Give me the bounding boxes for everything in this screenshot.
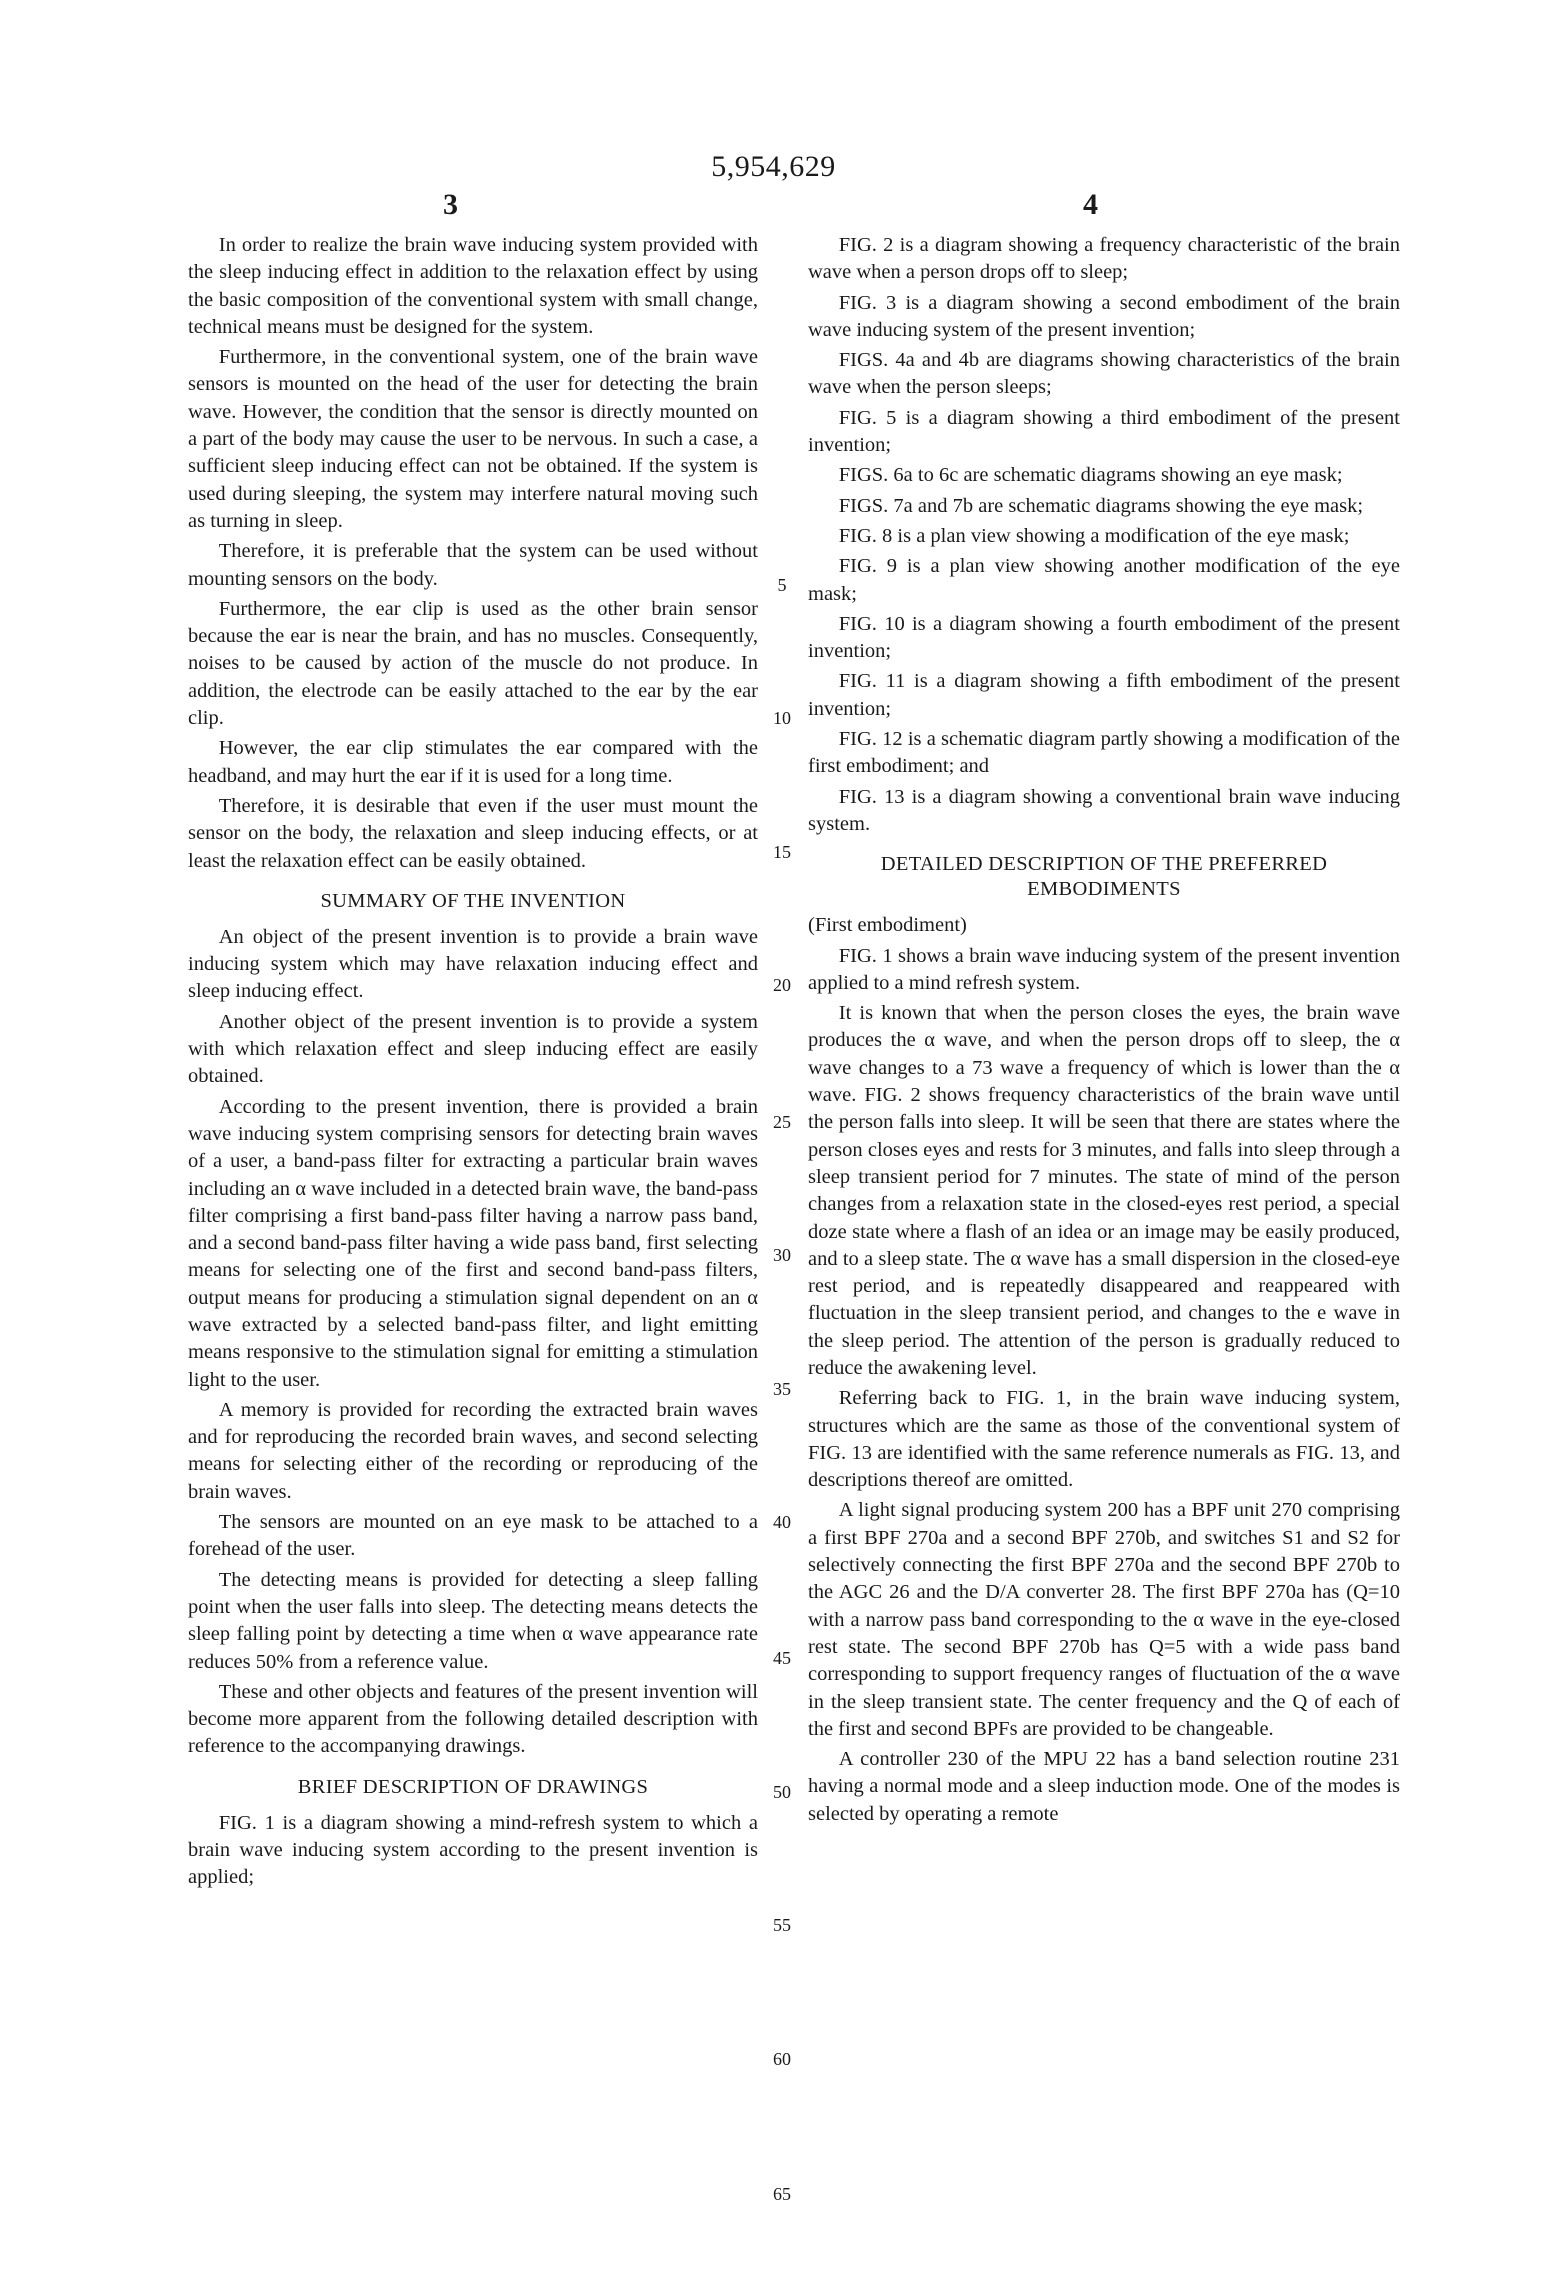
line-number: 5 xyxy=(777,575,787,595)
paragraph: A memory is provided for recording the extracted brain waves and for reproducing the recorded brain waves, and second selecting means for selecting either of the recording or reproducing of the brain waves. xyxy=(188,1398,758,1503)
paragraph: FIG. 13 is a diagram showing a conventional brain wave inducing system. xyxy=(808,785,1400,835)
paragraph: Another object of the present invention is to provide a system with which relaxation effect and sleep inducing effect are easily obtained. xyxy=(188,1010,758,1088)
paragraph: FIG. 3 is a diagram showing a second embodiment of the brain wave inducing system of the present invention; xyxy=(808,291,1400,341)
paragraph: Referring back to FIG. 1, in the brain wave inducing system, structures which are the same as those of the conventional system of FIG. 13 are identified with the same reference numerals as FIG. 13, and descriptions thereof are omitted. xyxy=(808,1387,1400,1492)
paragraph: FIGS. 7a and 7b are schematic diagrams showing the eye mask; xyxy=(838,494,1364,517)
line-number: 45 xyxy=(773,1648,791,1668)
line-number: 10 xyxy=(773,708,791,728)
section-heading: BRIEF DESCRIPTION OF DRAWINGS xyxy=(297,1775,649,1798)
line-number: 15 xyxy=(773,842,791,862)
paragraph: The sensors are mounted on an eye mask to be attached to a forehead of the user. xyxy=(188,1511,758,1561)
paragraph: FIGS. 4a and 4b are diagrams showing characteristics of the brain wave when the person sleeps; xyxy=(808,349,1400,399)
paragraph: FIG. 11 is a diagram showing a fifth embodiment of the present invention; xyxy=(808,670,1400,720)
line-number: 65 xyxy=(773,2184,791,2204)
paragraph: FIG. 1 is a diagram showing a mind-refresh system to which a brain wave inducing system according to the present invention is applied; xyxy=(188,1811,758,1889)
section-heading: SUMMARY OF THE INVENTION xyxy=(320,889,626,912)
paragraph: FIGS. 6a to 6c are schematic diagrams showing an eye mask; xyxy=(838,464,1343,487)
line-number: 55 xyxy=(773,1915,791,1935)
paragraph: According to the present invention, there is provided a brain wave inducing system comprising sensors for detecting brain waves of a user, a band-pass filter for extracting a particular brain waves including an α wave included in a detected brain wave, the band-pass filter comprising a first band-pass filter having a narrow pass band, and a second band-pass filter having a wide pass band, first selecting means for selecting one of the first and second band-pass filters, output means for producing a stimulation signal dependent on an α wave extracted by a selected band-pass filter, and light emitting means responsive to the stimulation signal for emitting a stimulation light to the user. xyxy=(188,1095,758,1391)
embodiment-label: (First embodiment) xyxy=(808,914,967,937)
page-number-right: 4 xyxy=(1083,188,1098,221)
line-number: 25 xyxy=(773,1112,791,1132)
paragraph: A controller 230 of the MPU 22 has a band selection routine 231 having a normal mode and a sleep induction mode. One of the modes is selected by operating a remote xyxy=(808,1748,1400,1825)
paragraph: FIG. 12 is a schematic diagram partly showing a modification of the first embodiment; and xyxy=(808,728,1400,778)
paragraph: Therefore, it is desirable that even if the user must mount the sensor on the body, the relaxation and sleep inducing effects, or at least the relaxation effect can be easily obtained. xyxy=(188,794,758,872)
page-number-left: 3 xyxy=(443,188,458,221)
left-column xyxy=(188,232,758,1895)
paragraph: FIG. 2 is a diagram showing a frequency characteristic of the brain wave when a person drops off to sleep; xyxy=(808,234,1400,284)
paragraph: FIG. 8 is a plan view showing a modification of the eye mask; xyxy=(838,524,1350,547)
line-number: 35 xyxy=(773,1379,791,1399)
line-number: 50 xyxy=(773,1782,791,1802)
line-number: 40 xyxy=(773,1512,791,1532)
line-number: 30 xyxy=(773,1245,791,1265)
paragraph: FIG. 9 is a plan view showing another modification of the eye mask; xyxy=(808,555,1400,605)
paragraph: However, the ear clip stimulates the ear compared with the headband, and may hurt the ear if it is used for a long time. xyxy=(188,737,758,787)
paragraph: FIG. 10 is a diagram showing a fourth embodiment of the present invention; xyxy=(808,612,1400,663)
paragraph: FIG. 1 shows a brain wave inducing system of the present invention applied to a mind refresh system. xyxy=(808,944,1400,994)
paragraph: Therefore, it is preferable that the system can be used without mounting sensors on the body. xyxy=(188,540,758,590)
paragraph: An object of the present invention is to provide a brain wave inducing system which may have relaxation inducing effect and sleep inducing effect. xyxy=(188,925,758,1003)
paragraph: In order to realize the brain wave inducing system provided with the sleep inducing effect in addition to the relaxation effect by using the basic composition of the conventional system with small change, technical means must be designed for the system. xyxy=(188,234,758,338)
section-heading: DETAILED DESCRIPTION OF THE PREFERRED EMBODIMENTS xyxy=(880,853,1328,901)
line-number: 20 xyxy=(773,975,791,995)
line-number: 60 xyxy=(773,2049,791,2069)
paragraph: The detecting means is provided for detecting a sleep falling point when the user falls into sleep. The detecting means detects the sleep falling point by detecting a time when α wave appearance rate reduces 50% from a reference value. xyxy=(188,1568,758,1673)
patent-number: 5,954,629 xyxy=(711,150,836,183)
right-column xyxy=(808,232,1400,1831)
paragraph: It is known that when the person closes the eyes, the brain wave produces the α wave, and when the person drops off to sleep, the α wave changes to a 73 wave a frequency of which is lower than the α wave. FIG. 2 shows frequency characteristics of the brain wave until the person falls into sleep. It will be seen that there are states where the person closes eyes and rests for 3 minutes, and falls into sleep through a sleep transient period for 7 minutes. The state of mind of the person changes from a relaxation state in the closed-eyes rest period, a special doze state where a flash of an idea or an image may be easily produced, and to a sleep state. The α wave has a small dispersion in the closed-eye rest period, and is repeatedly disappeared and reappeared with fluctuation in the sleep transient period, and changes to the e wave in the sleep period. The attention of the person is gradually reduced to reduce the awakening level. xyxy=(808,1002,1400,1379)
paragraph: FIG. 5 is a diagram showing a third embodiment of the present invention; xyxy=(808,406,1400,457)
paragraph: A light signal producing system 200 has a BPF unit 270 comprising a first BPF 270a and a second BPF 270b, and switches S1 and S2 for selectively connecting the first BPF 270a and the second BPF 270b to the AGC 26 and the D/A converter 28. The first BPF 270a has (Q=10 with a narrow pass band corresponding to the α wave in the eye-closed rest state. The second BPF 270b has Q=5 with a wide pass band corresponding to support frequency ranges of fluctuation of the α wave in the sleep transient state. The center frequency and the Q of each of the first and second BPFs are provided to be changeable. xyxy=(808,1499,1400,1740)
paragraph: Furthermore, the ear clip is used as the other brain sensor because the ear is near the brain, and has no muscles. Consequently, noises to be caused by action of the muscle do not produce. In addition, the electrode can be easily attached to the ear by the ear clip. xyxy=(188,597,758,730)
paragraph: These and other objects and features of the present invention will become more apparent from the following detailed description with reference to the accompanying drawings. xyxy=(188,1680,758,1758)
paragraph: Furthermore, in the conventional system, one of the brain wave sensors is mounted on the head of the user for detecting the brain wave. However, the condition that the sensor is directly mounted on a part of the body may cause the user to be nervous. In such a case, a sufficient sleep inducing effect can not be obtained. If the system is used during sleeping, the system may interfere natural moving such as turning in sleep. xyxy=(188,346,758,532)
